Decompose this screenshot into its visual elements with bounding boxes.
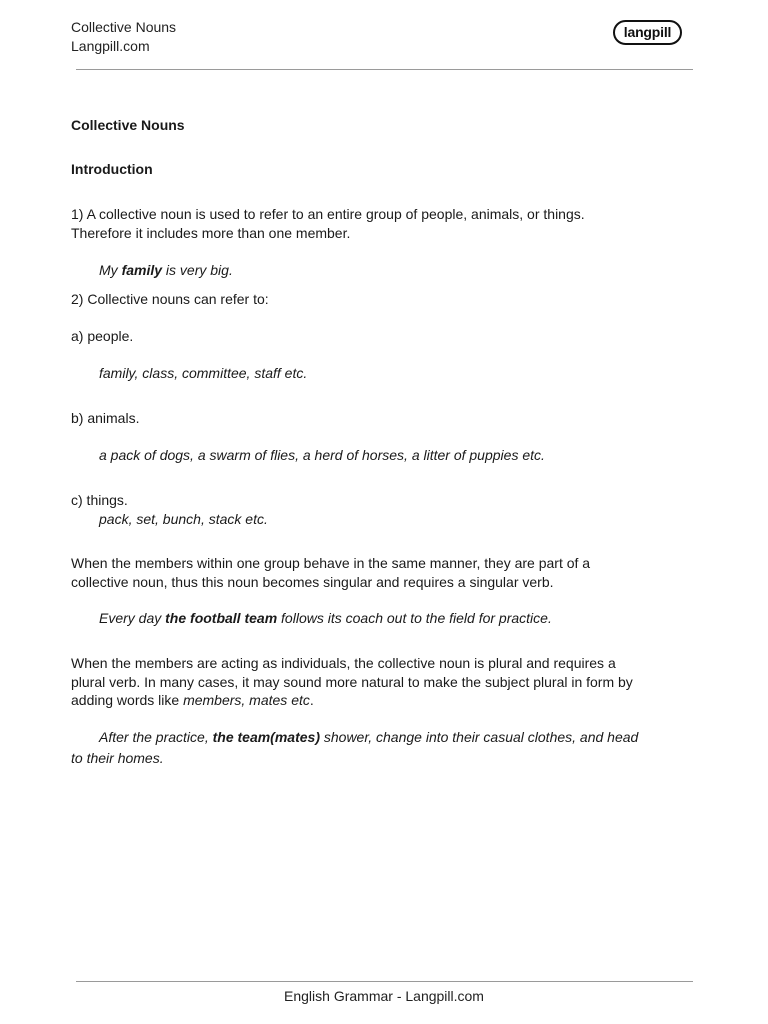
langpill-logo: langpill <box>613 20 682 45</box>
item-a-example: family, class, committee, staff etc. <box>99 365 308 381</box>
example-1-pre: My <box>99 262 122 278</box>
example-3-pre: After the practice, <box>99 729 213 745</box>
item-c-label: c) things. <box>71 492 128 508</box>
paragraph-2: 2) Collective nouns can refer to: <box>71 291 269 307</box>
section-heading: Introduction <box>71 161 153 177</box>
example-2-bold: the football team <box>165 610 278 626</box>
paragraph-4-line-3-italic: members, mates etc <box>183 692 310 708</box>
example-2-pre: Every day <box>99 610 166 626</box>
page-footer: English Grammar - Langpill.com <box>284 988 484 1004</box>
header-divider <box>76 69 693 70</box>
example-3-post: shower, change into their casual clothes, and head <box>319 729 639 745</box>
example-3-bold: the team(mates) <box>212 729 320 745</box>
paragraph-4-line-3 <box>71 691 314 710</box>
paragraph-3-line-2: collective noun, thus this noun becomes singular and requires a singular verb. <box>71 574 554 590</box>
item-b-example: a pack of dogs, a swarm of flies, a herd of horses, a litter of puppies etc. <box>99 447 545 463</box>
paragraph-1-line-1: 1) A collective noun is used to refer to an entire group of people, animals, or things. <box>71 206 585 222</box>
example-3-line-2: to their homes. <box>71 750 164 766</box>
header-title: Collective Nouns <box>71 19 177 35</box>
item-a-label: a) people. <box>71 328 134 344</box>
example-1 <box>99 261 233 280</box>
paragraph-3-line-1: When the members within one group behave in the same manner, they are part of a <box>71 555 591 571</box>
item-b-label: b) animals. <box>71 410 140 426</box>
example-2 <box>99 609 552 628</box>
example-2-post: follows its coach out to the field for practice. <box>277 610 552 626</box>
example-1-bold: family <box>121 262 163 278</box>
page-header <box>71 18 176 56</box>
item-c-example: pack, set, bunch, stack etc. <box>99 511 268 527</box>
paragraph-4-line-3-pre: adding words like <box>71 692 184 708</box>
example-1-post: is very big. <box>162 262 233 278</box>
document-title: Collective Nouns <box>71 117 185 133</box>
paragraph-4-line-2: plural verb. In many cases, it may sound more natural to make the subject plural in form by <box>71 674 633 690</box>
footer-divider <box>76 981 693 982</box>
paragraph-4-line-3-post: . <box>309 692 314 708</box>
example-3-line-1 <box>99 728 638 747</box>
header-site: Langpill.com <box>71 38 150 54</box>
paragraph-1-line-2: Therefore it includes more than one member. <box>71 225 351 241</box>
paragraph-4-line-1: When the members are acting as individuals, the collective noun is plural and requires a <box>71 655 616 671</box>
